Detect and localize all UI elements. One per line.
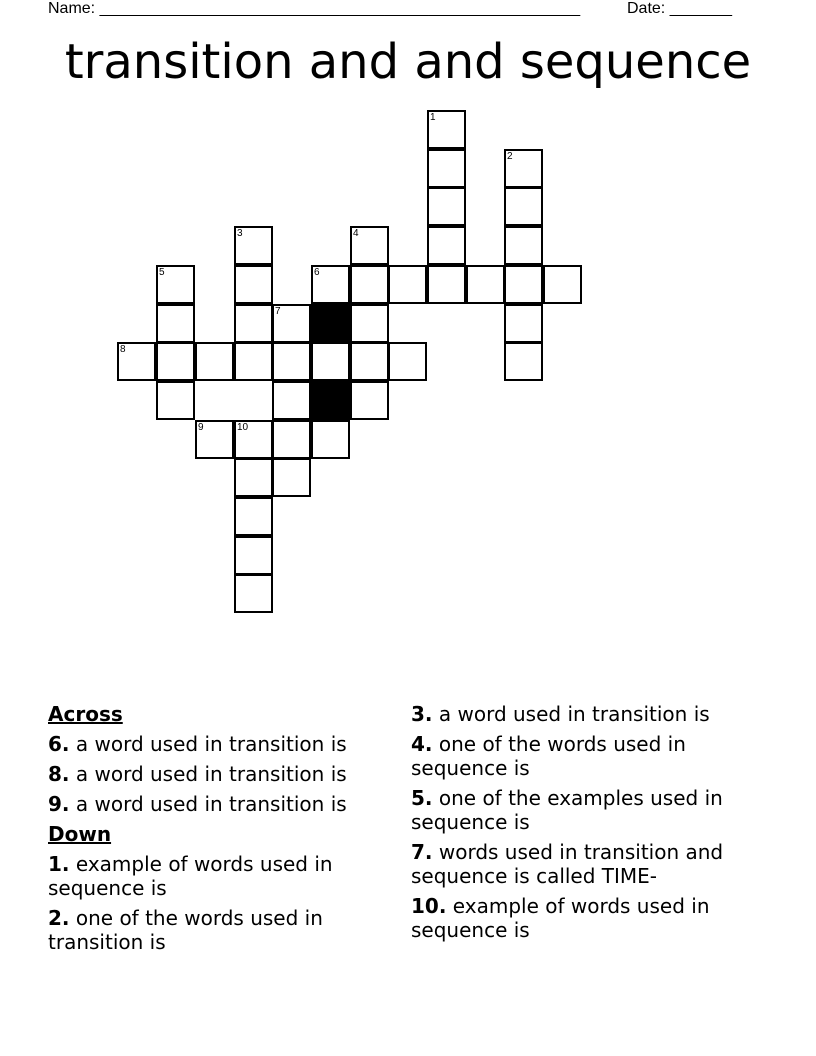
grid-cell[interactable] [234, 342, 273, 381]
grid-cell[interactable] [272, 342, 311, 381]
puzzle-title: transition and and sequence [64, 34, 752, 90]
grid-cell[interactable] [543, 265, 582, 304]
grid-cell[interactable] [234, 458, 273, 497]
grid-cell[interactable] [156, 265, 195, 304]
grid-cell[interactable] [156, 381, 195, 420]
grid-cell[interactable] [234, 420, 273, 459]
grid-cell[interactable] [504, 342, 543, 381]
grid-cell[interactable] [311, 265, 350, 304]
grid-cell[interactable] [234, 497, 273, 536]
grid-cell[interactable] [388, 342, 427, 381]
name-field-label: Name: ______________________________________________________ [48, 0, 581, 17]
grid-cell[interactable] [427, 110, 466, 149]
grid-cell[interactable] [234, 536, 273, 575]
clue-number: 9 [198, 422, 204, 433]
grid-cell[interactable] [195, 420, 234, 459]
grid-block-cell [311, 304, 350, 343]
grid-cell[interactable] [234, 304, 273, 343]
grid-cell[interactable] [272, 304, 311, 343]
clue-across-8: 8. a word used in transition is [48, 762, 347, 786]
clue-number: 8 [120, 344, 126, 355]
clue-down-10: 10. example of words used in sequence is [411, 894, 710, 942]
clue-across-6: 6. a word used in transition is [48, 732, 347, 756]
grid-cell[interactable] [117, 342, 156, 381]
clue-down-2: 2. one of the words used in transition is [48, 906, 323, 954]
clue-down-7: 7. words used in transition and sequence is called TIME- [411, 840, 724, 888]
grid-cell[interactable] [350, 226, 389, 265]
grid-cell[interactable] [272, 458, 311, 497]
grid-cell[interactable] [311, 342, 350, 381]
clue-number: 1 [430, 112, 436, 123]
clue-number: 3 [237, 228, 243, 239]
grid-cell[interactable] [195, 342, 234, 381]
clues-column-right [411, 702, 756, 948]
grid-cell[interactable] [311, 420, 350, 459]
grid-cell[interactable] [504, 226, 543, 265]
across-heading: Across [48, 702, 123, 726]
clue-number: 4 [353, 228, 359, 239]
grid-cell[interactable] [272, 381, 311, 420]
grid-cell[interactable] [234, 265, 273, 304]
grid-cell[interactable] [427, 265, 466, 304]
clue-across-9: 9. a word used in transition is [48, 792, 347, 816]
grid-cell[interactable] [504, 265, 543, 304]
grid-cell[interactable] [156, 342, 195, 381]
grid-cell[interactable] [272, 420, 311, 459]
date-field-label: Date: _______ [627, 0, 732, 17]
clue-down-5: 5. one of the examples used in sequence is [411, 786, 723, 834]
grid-cell[interactable] [504, 149, 543, 188]
grid-cell[interactable] [350, 265, 389, 304]
grid-cell[interactable] [388, 265, 427, 304]
grid-cell[interactable] [504, 304, 543, 343]
grid-block-cell [311, 381, 350, 420]
down-heading: Down [48, 822, 112, 846]
grid-cell[interactable] [156, 304, 195, 343]
clue-number: 10 [237, 422, 249, 433]
grid-cell[interactable] [234, 226, 273, 265]
grid-cell[interactable] [427, 226, 466, 265]
grid-cell[interactable] [350, 381, 389, 420]
clue-down-3: 3. a word used in transition is [411, 702, 710, 726]
clue-number: 5 [159, 267, 165, 278]
clues-column-left [48, 702, 393, 960]
grid-cell[interactable] [234, 574, 273, 613]
grid-cell[interactable] [504, 187, 543, 226]
grid-cell[interactable] [427, 187, 466, 226]
grid-cell[interactable] [350, 304, 389, 343]
grid-cell[interactable] [350, 342, 389, 381]
clue-number: 6 [314, 267, 320, 278]
clue-number: 2 [507, 151, 513, 162]
clue-down-4: 4. one of the words used in sequence is [411, 732, 686, 780]
clue-down-1: 1. example of words used in sequence is [48, 852, 333, 900]
grid-cell[interactable] [466, 265, 505, 304]
clue-number: 7 [275, 306, 281, 317]
grid-cell[interactable] [427, 149, 466, 188]
